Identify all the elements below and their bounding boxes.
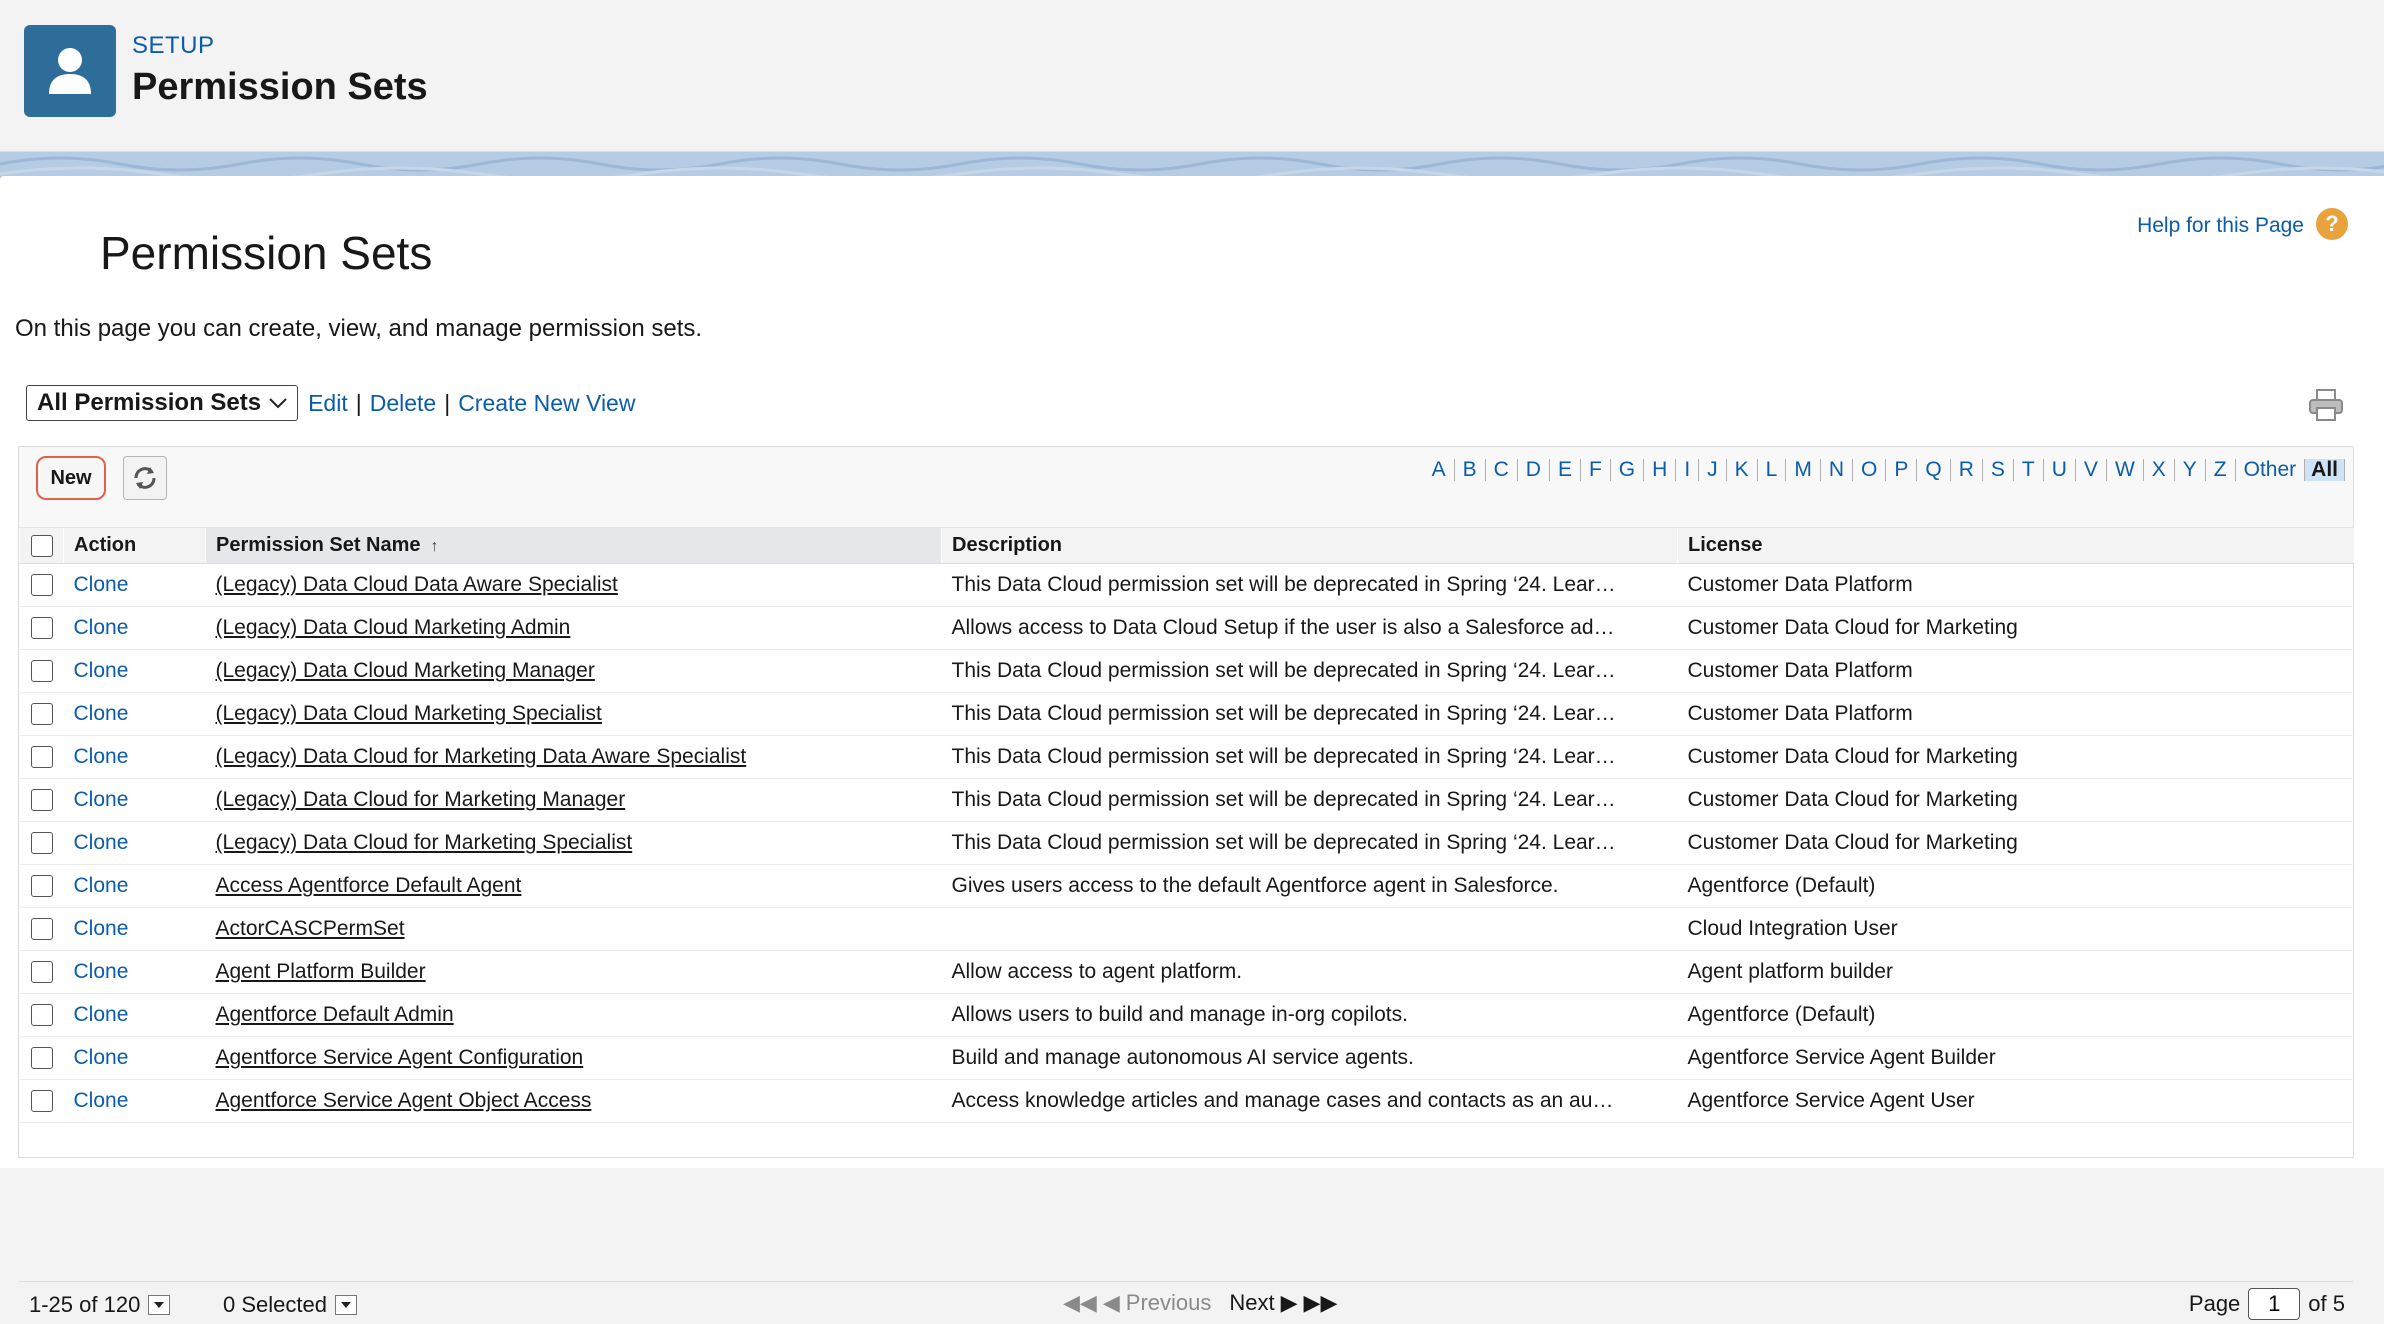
row-select-cell — [20, 736, 64, 779]
name-cell — [206, 951, 942, 994]
permission-set-link[interactable]: (Legacy) Data Cloud Marketing Admin — [215, 616, 571, 639]
license-cell: Cloud Integration User — [1678, 908, 2354, 951]
table-row — [20, 908, 2354, 951]
clone-link[interactable]: Clone — [73, 1046, 129, 1069]
clone-link[interactable]: Clone — [73, 1089, 129, 1112]
permission-set-list — [18, 446, 2354, 1317]
column-license[interactable]: License — [1678, 528, 2354, 564]
list-toolbar — [19, 447, 2353, 527]
license-cell: Agent platform builder — [1678, 951, 2354, 994]
description-cell: Allows access to Data Cloud Setup if the user is also a Salesforce ad… — [942, 607, 1678, 650]
column-name[interactable] — [206, 528, 942, 564]
license-cell: Customer Data Platform — [1678, 693, 2354, 736]
permission-set-table — [19, 527, 2354, 1123]
action-cell — [64, 908, 206, 951]
sort-up-icon: ↑ — [430, 538, 439, 555]
list-footer — [19, 1281, 2353, 1324]
table-row — [20, 736, 2354, 779]
name-cell — [206, 779, 942, 822]
page-label: Page — [2188, 1291, 2241, 1316]
table-row — [20, 564, 2354, 607]
action-cell — [64, 822, 206, 865]
separator: | — [444, 389, 451, 416]
license-cell: Customer Data Cloud for Marketing — [1678, 736, 2354, 779]
row-select-cell — [20, 865, 64, 908]
alpha-filter-all[interactable]: All — [2305, 459, 2345, 481]
row-checkbox[interactable] — [31, 789, 53, 811]
description-cell: Allows users to build and manage in-org copilots. — [942, 994, 1678, 1037]
chevron-down-icon — [269, 397, 287, 409]
permission-set-link[interactable]: (Legacy) Data Cloud for Marketing Manager — [215, 788, 626, 811]
description-cell: This Data Cloud permission set will be deprecated in Spring ‘24. Lear… — [942, 779, 1678, 822]
row-checkbox[interactable] — [31, 574, 53, 596]
action-cell — [64, 779, 206, 822]
delete-view-link[interactable]: Delete — [369, 389, 437, 416]
row-select-cell — [20, 994, 64, 1037]
row-checkbox[interactable] — [31, 1004, 53, 1026]
description-cell: Access knowledge articles and manage cases and contacts as an au… — [942, 1080, 1678, 1123]
permission-set-link[interactable]: ActorCASCPermSet — [215, 917, 405, 940]
alpha-filter-s[interactable]: S — [1983, 459, 2014, 481]
previous-link: Previous — [1125, 1290, 1212, 1315]
clone-link[interactable]: Clone — [73, 1003, 129, 1026]
create-view-link[interactable]: Create New View — [458, 389, 636, 416]
help-link[interactable]: Help for this Page — [2137, 214, 2304, 237]
license-cell: Agentforce Service Agent User — [1678, 1080, 2354, 1123]
alpha-filter-b[interactable]: B — [1455, 459, 1486, 481]
column-action[interactable]: Action — [64, 528, 206, 564]
alpha-filter-g[interactable]: G — [1611, 459, 1644, 481]
view-select-value: All Permission Sets — [37, 389, 262, 416]
refresh-button[interactable] — [123, 456, 167, 500]
action-cell — [64, 607, 206, 650]
view-select[interactable] — [26, 385, 298, 421]
name-cell — [206, 564, 942, 607]
row-select-cell — [20, 779, 64, 822]
alpha-filter-a[interactable]: A — [1424, 459, 1455, 481]
setup-header — [0, 0, 2384, 152]
alpha-filter-u[interactable]: U — [2044, 459, 2076, 481]
name-cell — [206, 1037, 942, 1080]
permission-set-link[interactable]: Agentforce Service Agent Configuration — [215, 1046, 584, 1069]
alpha-filter-r[interactable]: R — [1951, 459, 1983, 481]
page-total: of 5 — [2308, 1291, 2345, 1316]
clone-link[interactable]: Clone — [73, 788, 129, 811]
clone-link[interactable]: Clone — [73, 702, 129, 725]
row-checkbox[interactable] — [31, 918, 53, 940]
license-cell: Customer Data Platform — [1678, 650, 2354, 693]
description-cell — [942, 908, 1678, 951]
license-cell: Customer Data Platform — [1678, 564, 2354, 607]
table-row — [20, 865, 2354, 908]
action-cell — [64, 951, 206, 994]
clone-link[interactable]: Clone — [73, 960, 129, 983]
table-row — [20, 1080, 2354, 1123]
name-cell — [206, 908, 942, 951]
row-checkbox[interactable] — [31, 1047, 53, 1069]
record-range — [29, 1292, 170, 1318]
permission-set-link[interactable]: (Legacy) Data Cloud for Marketing Specialist — [215, 831, 633, 854]
alpha-filter-x[interactable]: X — [2144, 459, 2175, 481]
description-cell: Allow access to agent platform. — [942, 951, 1678, 994]
row-select-cell — [20, 951, 64, 994]
row-select-cell — [20, 1080, 64, 1123]
description-cell: This Data Cloud permission set will be deprecated in Spring ‘24. Lear… — [942, 650, 1678, 693]
permission-set-link[interactable]: Agent Platform Builder — [215, 960, 426, 983]
name-cell — [206, 994, 942, 1037]
page-number-input[interactable] — [2248, 1288, 2300, 1320]
main-panel — [0, 176, 2384, 1317]
pagination — [1063, 1290, 1337, 1316]
permission-set-link[interactable]: Access Agentforce Default Agent — [215, 874, 522, 897]
alpha-filter-i[interactable]: I — [1676, 459, 1699, 481]
help-icon[interactable]: ? — [2316, 208, 2348, 240]
alpha-filter-v[interactable]: V — [2076, 459, 2107, 481]
clone-link[interactable]: Clone — [73, 616, 129, 639]
table-row — [20, 1037, 2354, 1080]
action-cell — [64, 736, 206, 779]
selected-dropdown[interactable] — [335, 1295, 357, 1315]
action-cell — [64, 693, 206, 736]
name-cell — [206, 693, 942, 736]
table-header-row — [20, 528, 2354, 564]
row-checkbox[interactable] — [31, 617, 53, 639]
row-select-cell — [20, 693, 64, 736]
row-select-cell — [20, 1037, 64, 1080]
license-cell: Agentforce (Default) — [1678, 865, 2354, 908]
row-select-cell — [20, 822, 64, 865]
alpha-filter-d[interactable]: D — [1518, 459, 1550, 481]
name-cell — [206, 607, 942, 650]
license-cell: Agentforce Service Agent Builder — [1678, 1037, 2354, 1080]
table-row — [20, 650, 2354, 693]
permission-set-link[interactable]: (Legacy) Data Cloud for Marketing Data Aware Specialist — [215, 745, 747, 768]
alpha-filter-w[interactable]: W — [2107, 459, 2144, 481]
column-name-label: Permission Set Name — [216, 534, 421, 556]
alpha-filter-f[interactable]: F — [1581, 459, 1611, 481]
row-select-cell — [20, 908, 64, 951]
page-title: Permission Sets — [100, 227, 433, 279]
table-row — [20, 822, 2354, 865]
license-cell: Customer Data Cloud for Marketing — [1678, 779, 2354, 822]
next-link[interactable]: Next — [1229, 1290, 1275, 1315]
row-checkbox[interactable] — [31, 660, 53, 682]
name-cell — [206, 650, 942, 693]
row-select-cell — [20, 564, 64, 607]
alphabet-filter — [1424, 459, 2345, 481]
table-row — [20, 693, 2354, 736]
row-checkbox[interactable] — [31, 703, 53, 725]
alpha-filter-o[interactable]: O — [1853, 459, 1886, 481]
license-cell: Agentforce (Default) — [1678, 994, 2354, 1037]
action-cell — [64, 865, 206, 908]
license-cell: Customer Data Cloud for Marketing — [1678, 822, 2354, 865]
permission-set-link[interactable]: Agentforce Service Agent Object Access — [215, 1089, 592, 1112]
row-checkbox[interactable] — [31, 1090, 53, 1112]
description-cell: This Data Cloud permission set will be deprecated in Spring ‘24. Lear… — [942, 564, 1678, 607]
clone-link[interactable]: Clone — [73, 659, 129, 682]
printer-icon[interactable] — [2308, 388, 2344, 427]
refresh-icon — [130, 464, 160, 492]
permission-set-link[interactable]: Agentforce Default Admin — [215, 1003, 454, 1026]
row-checkbox[interactable] — [31, 961, 53, 983]
selected-count — [223, 1292, 357, 1318]
separator: | — [355, 389, 362, 416]
alpha-filter-p[interactable]: P — [1886, 459, 1917, 481]
selected-count-label: 0 Selected — [223, 1292, 327, 1317]
action-cell — [64, 994, 206, 1037]
permission-set-link[interactable]: (Legacy) Data Cloud Data Aware Specialist — [215, 573, 618, 596]
action-cell — [64, 1037, 206, 1080]
clone-link[interactable]: Clone — [73, 745, 129, 768]
select-all-cell — [20, 528, 64, 564]
header-title: Permission Sets — [132, 66, 428, 108]
name-cell — [206, 1080, 942, 1123]
clone-link[interactable]: Clone — [73, 874, 129, 897]
name-cell — [206, 865, 942, 908]
name-cell — [206, 822, 942, 865]
clone-link[interactable]: Clone — [73, 573, 129, 596]
record-range-label: 1-25 of 120 — [29, 1292, 141, 1317]
row-checkbox[interactable] — [31, 875, 53, 897]
page-info — [2189, 1288, 2345, 1320]
permission-set-link[interactable]: (Legacy) Data Cloud Marketing Manager — [215, 659, 595, 682]
description-cell: This Data Cloud permission set will be deprecated in Spring ‘24. Lear… — [942, 693, 1678, 736]
description-cell: This Data Cloud permission set will be deprecated in Spring ‘24. Lear… — [942, 736, 1678, 779]
clone-link[interactable]: Clone — [73, 831, 129, 854]
table-row — [20, 607, 2354, 650]
range-dropdown[interactable] — [148, 1295, 170, 1315]
alpha-filter-k[interactable]: K — [1727, 459, 1758, 481]
license-cell: Customer Data Cloud for Marketing — [1678, 607, 2354, 650]
row-select-cell — [20, 607, 64, 650]
row-checkbox[interactable] — [31, 832, 53, 854]
edit-view-link[interactable]: Edit — [308, 389, 348, 416]
first-page-icon: ◀◀ — [1063, 1290, 1097, 1315]
new-button[interactable]: New — [36, 456, 106, 500]
person-icon — [24, 25, 116, 117]
table-row — [20, 779, 2354, 822]
table-row — [20, 994, 2354, 1037]
view-bar — [26, 385, 635, 421]
alpha-filter-y[interactable]: Y — [2175, 459, 2206, 481]
select-all-checkbox[interactable] — [31, 535, 53, 557]
next-icon[interactable]: ▶ — [1280, 1290, 1298, 1315]
description-cell: Gives users access to the default Agentforce agent in Salesforce. — [942, 865, 1678, 908]
description-cell: This Data Cloud permission set will be deprecated in Spring ‘24. Lear… — [942, 822, 1678, 865]
alpha-filter-l[interactable]: L — [1758, 459, 1787, 481]
alpha-filter-q[interactable]: Q — [1917, 459, 1950, 481]
column-description[interactable]: Description — [942, 528, 1678, 564]
alpha-filter-e[interactable]: E — [1550, 459, 1581, 481]
action-cell — [64, 564, 206, 607]
decorative-band — [0, 152, 2384, 178]
action-cell — [64, 650, 206, 693]
header-eyebrow: SETUP — [132, 32, 215, 59]
table-row — [20, 951, 2354, 994]
description-cell: Build and manage autonomous AI service agents. — [942, 1037, 1678, 1080]
alpha-filter-other[interactable]: Other — [2236, 459, 2306, 481]
alpha-filter-c[interactable]: C — [1486, 459, 1518, 481]
clone-link[interactable]: Clone — [73, 917, 129, 940]
action-cell — [64, 1080, 206, 1123]
name-cell — [206, 736, 942, 779]
row-select-cell — [20, 650, 64, 693]
row-checkbox[interactable] — [31, 746, 53, 768]
page-intro: On this page you can create, view, and manage permission sets. — [15, 315, 703, 342]
alpha-filter-n[interactable]: N — [1821, 459, 1853, 481]
alpha-filter-j[interactable]: J — [1699, 459, 1727, 481]
last-page-icon[interactable]: ▶▶ — [1303, 1290, 1338, 1315]
alpha-filter-z[interactable]: Z — [2206, 459, 2236, 481]
alpha-filter-m[interactable]: M — [1786, 459, 1821, 481]
alpha-filter-t[interactable]: T — [2014, 459, 2044, 481]
permission-set-link[interactable]: (Legacy) Data Cloud Marketing Specialist — [215, 702, 602, 725]
alpha-filter-h[interactable]: H — [1644, 459, 1676, 481]
previous-icon: ◀ — [1102, 1290, 1120, 1315]
